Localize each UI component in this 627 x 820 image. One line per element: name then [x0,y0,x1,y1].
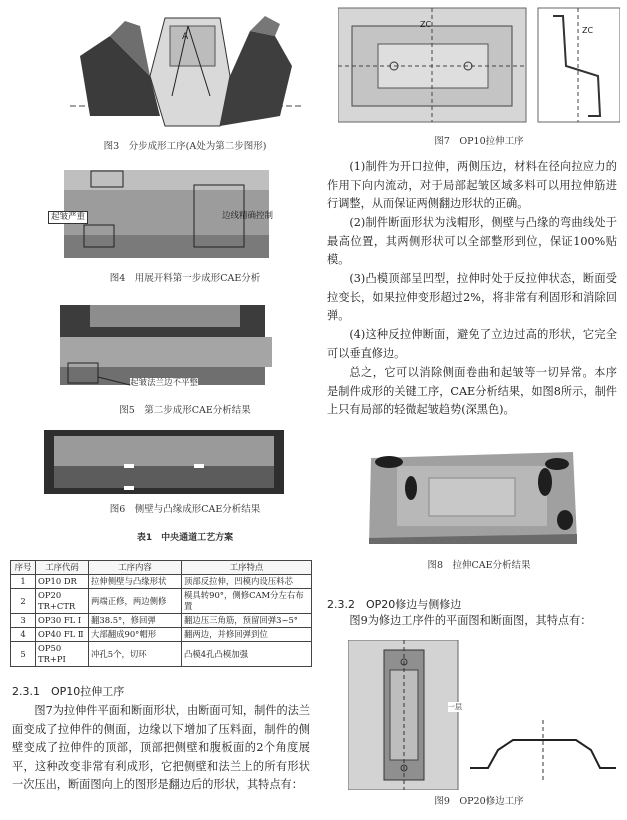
paragraph-2: (2)制件断面形状为浅帽形，侧壁与凸缘的弯曲线处于最高位置，其两侧形状可以全部整形到位，保证100%贴模。 [327,216,617,267]
figure-7 [338,6,620,124]
figure-6-caption: 图6 侧壁与凸缘成形CAE分析结果 [109,504,261,515]
table-cell: OP50 TR+PI [36,642,89,667]
table-header: 序号 [11,561,36,575]
figure-5-caption: 图5 第二步成形CAE分析结果 [119,405,251,416]
table-header-row [11,561,312,575]
section-2-3-1-paragraph: 图7为拉伸件平面和断面形状，由断面可知，制件的法兰面变成了拉伸件的侧面，边缘以下增加了压料面，制件的侧壁变成了拉伸件的顶部，顶部把侧壁和腹板面的2个角度展平，这种改变非常有利成形，它把侧壁和法兰上的所有形状一次压出，断面图向上的图形是翻边后的形状，其特点有： [12,704,311,792]
table-row [11,628,312,642]
table-cell: 翻两边，并修回弹到位 [182,628,312,642]
figure-5-label: 起皱法兰边不平整 [130,378,199,388]
table-cell: 顶部反拉伸，凹模内设压料芯 [182,575,312,589]
figure-3-drawing [70,6,302,134]
table-header: 工序代码 [36,561,89,575]
figure-6-drawing [44,428,284,496]
figure-4-caption: 图4 用展开料第一步成形CAE分析 [109,273,261,284]
table-cell: 翻38.5°，修回弹 [89,614,182,628]
figure-9-caption: 图9 OP20修边工序 [434,796,524,807]
figure-7-caption: 图7 OP10拉伸工序 [434,136,524,147]
paragraph-3: (3)凸模顶部呈凹型，拉伸时处于反拉伸状态，断面受拉变长，如果拉伸变形超过2%，将非常有利固形和消除回弹。 [327,272,617,323]
table-cell: 翻边压三角筋，预留回弹3~5° [182,614,312,628]
table-row [11,589,312,614]
table-cell: OP40 FL Ⅱ [36,628,89,642]
figure-9 [348,640,618,790]
figure-7-label-zc: ZC [420,20,432,29]
table-cell: OP10 DR [36,575,89,589]
table-cell: 拉伸侧壁与凸缘形状 [89,575,182,589]
paragraph-6: 图9为修边工序件的平面图和断面图，其特点有： [349,614,592,627]
process-table [10,560,312,667]
table-row [11,614,312,628]
table-cell: 5 [11,642,36,667]
figure-4-label-edge: 边线精确控制 [222,211,274,221]
table-cell: 两端正修，两边侧修 [89,589,182,614]
table-row [11,575,312,589]
figure-7-drawing [338,6,620,124]
table-header: 工序特点 [182,561,312,575]
figure-7-label-zc: ZC [582,26,594,35]
figure-3-caption: 图3 分步成形工序(A处为第二步图形) [103,141,267,152]
figure-5 [60,297,272,393]
table-cell: OP30 FL Ⅰ [36,614,89,628]
table-header: 工序内容 [89,561,182,575]
figure-6 [44,428,284,496]
table-cell: 大部翻成90°帽形 [89,628,182,642]
table-cell: 3 [11,614,36,628]
table-cell: 冲孔5个，切环 [89,642,182,667]
section-2-3-1-title: 2.3.1 OP10拉伸工序 [12,685,125,698]
figure-3 [70,6,302,134]
table-cell: 1 [11,575,36,589]
table-cell: 4 [11,628,36,642]
table-cell: 凸模4孔凸模加强 [182,642,312,667]
table-cell: 2 [11,589,36,614]
paragraph-4: (4)这种反拉伸断面，避免了立边过高的形状，它完全可以垂直修边。 [327,328,617,360]
figure-9-label: 一层 [448,703,462,711]
section-2-3-2-title: 2.3.2 OP20修边与侧修边 [327,598,462,611]
table-cell: OP20 TR+CTR [36,589,89,614]
figure-3-label-a: A [182,32,189,42]
figure-8-drawing [367,448,579,546]
paragraph-5: 总之，它可以消除侧面卷曲和起皱等一切异常。本序是制件成形的关键工序，CAE分析结果，如图8所示，制件上只有局部的轻微起皱趋势(深黑色)。 [327,366,617,417]
table-1-title: 表1 中央通道工艺方案 [136,533,234,543]
figure-9-drawing [348,640,618,790]
paragraph-1: (1)制件为开口拉伸，两侧压边，材料在径向拉应力的作用下向内流动，对于局部起皱区域多料可以用拉伸筋进行调整，从而保证两侧翻边形状的正确。 [327,160,617,211]
figure-4-label-wrinkle: 起皱严重 [48,211,88,224]
figure-8-caption: 图8 拉伸CAE分析结果 [427,560,531,571]
figure-8 [367,448,579,546]
table-row [11,642,312,667]
figure-4 [44,165,284,263]
table-cell: 模具转90°，侧修CAM分左右布置 [182,589,312,614]
